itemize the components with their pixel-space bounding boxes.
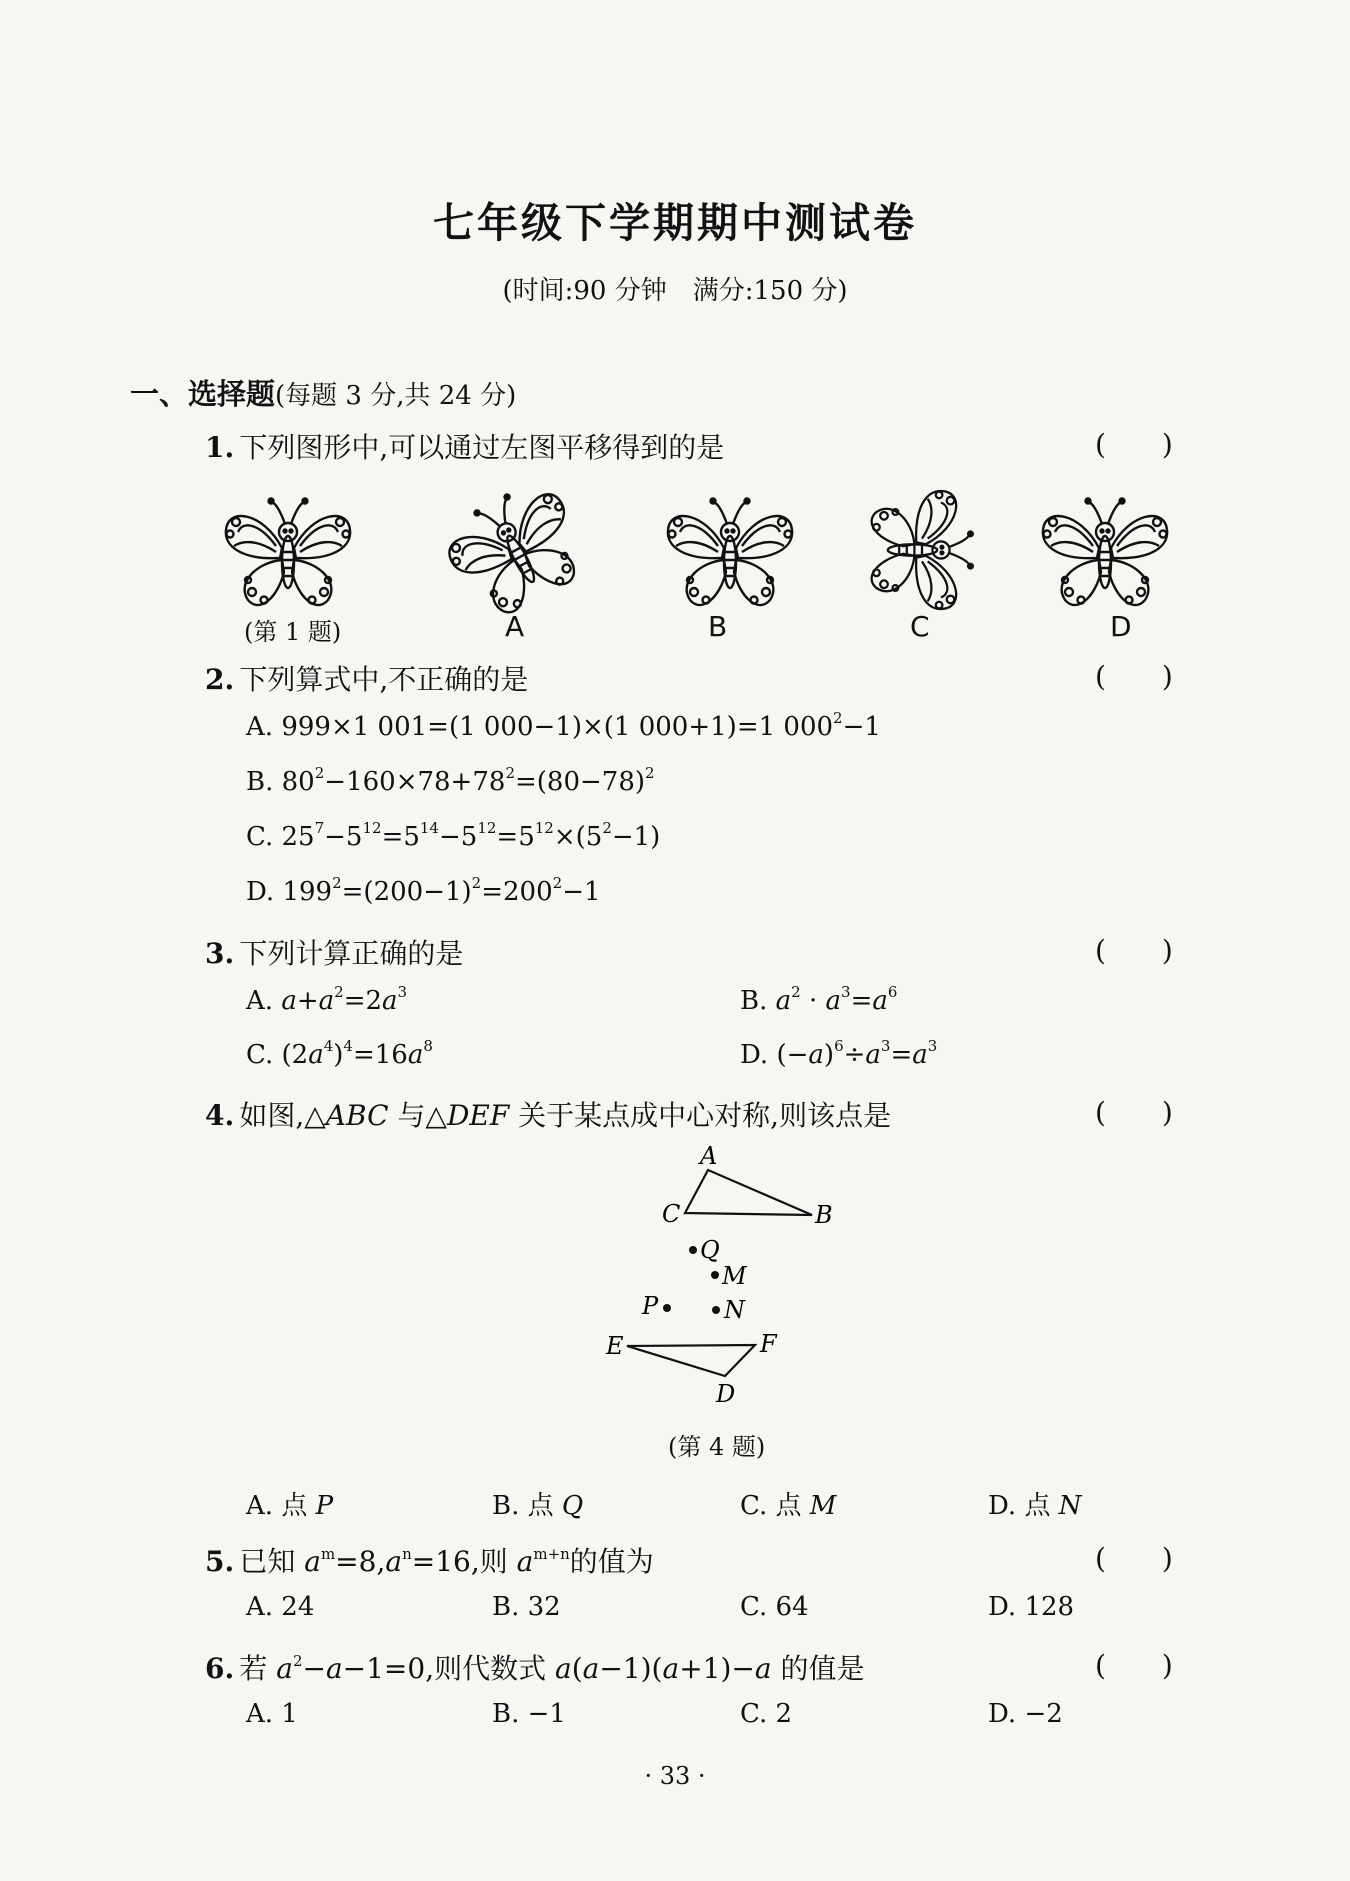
butterfly-option-b (668, 499, 792, 606)
label-c: C (662, 1200, 681, 1228)
question-6: 6. 若 $a^2-a-1=0$,则代数式 a(a−1)(a+1)−a 的值是 (205, 1652, 865, 1685)
question-number: 6. (205, 1652, 235, 1685)
question-4: 4. 如图,△ABC 与△DEF 关于某点成中心对称,则该点是 (205, 1099, 892, 1132)
q4-option-a[interactable]: A. 点 P (246, 1491, 334, 1521)
question-text: 下列图形中,可以通过左图平移得到的是 (239, 431, 725, 464)
q6-option-a[interactable]: A. 1 (246, 1699, 298, 1729)
answer-bracket[interactable]: ( ) (1095, 428, 1173, 461)
label-m: M (722, 1262, 747, 1290)
question-number: 3. (205, 937, 235, 970)
exam-info: (时间:90 分钟 满分:150 分) (502, 276, 848, 306)
q6-option-d[interactable]: D. −2 (988, 1699, 1063, 1729)
q6-option-b[interactable]: B. −1 (492, 1699, 566, 1729)
answer-bracket[interactable]: ( ) (1095, 660, 1173, 693)
question-5: 5. 已知 $a^m=8,a^n=16$,则 $a^{m+n}$的值为 (205, 1545, 654, 1578)
butterfly-option-a (436, 480, 596, 626)
point-q-dot (689, 1246, 697, 1254)
q5-option-c[interactable]: C. 64 (740, 1592, 809, 1622)
question-2 (205, 658, 528, 698)
butterfly-original (226, 499, 350, 606)
section-note: (每题 3 分,共 24 分) (275, 381, 517, 411)
butterfly-option-d (1043, 499, 1167, 606)
q5-option-b[interactable]: B. 32 (492, 1592, 561, 1622)
q4-option-c[interactable]: C. 点 M (740, 1491, 837, 1521)
q3-option-b[interactable]: B. $a^2 \cdot a^3=a^6$ (740, 983, 898, 1016)
question-text: 下列算式中,不正确的是 (239, 663, 529, 696)
q6-option-c[interactable]: C. 2 (740, 1699, 793, 1729)
figure-caption-q4: (第 4 题) (668, 1433, 766, 1461)
question-3 (205, 932, 463, 972)
answer-bracket[interactable]: ( ) (1095, 1542, 1173, 1575)
answer-bracket[interactable]: ( ) (1095, 1649, 1173, 1682)
q2-option-b[interactable]: B. $80^2-160\times 78+78^2=(80-78)^2$ (246, 764, 655, 797)
butterfly-figures (200, 480, 1200, 660)
q3-option-a[interactable]: A. $a+a^2=2a^3$ (246, 983, 408, 1016)
q5-option-a[interactable]: A. 24 (246, 1592, 315, 1622)
butterfly-option-c (872, 491, 973, 609)
q4-option-b[interactable]: B. 点 Q (492, 1491, 584, 1521)
label-p: P (642, 1292, 659, 1320)
triangle-abc (685, 1170, 812, 1215)
question-1 (205, 426, 724, 466)
page-title: 七年级下学期期中测试卷 (433, 199, 917, 247)
point-m-dot (711, 1271, 719, 1279)
q3-option-d[interactable]: D. $(-a)^6\div a^3=a^3$ (740, 1037, 938, 1070)
question-number: 5. (205, 1545, 235, 1578)
question-number: 4. (205, 1099, 235, 1132)
option-label-d[interactable]: D (1110, 610, 1132, 643)
section-header (130, 372, 516, 413)
label-q: Q (700, 1236, 720, 1264)
question-number: 1. (205, 431, 235, 464)
label-n: N (724, 1296, 745, 1324)
label-d: D (716, 1380, 736, 1408)
q4-triangle-figure (590, 1140, 840, 1410)
point-p-dot (663, 1304, 671, 1312)
option-label-a[interactable]: A (505, 610, 525, 643)
answer-bracket[interactable]: ( ) (1095, 934, 1173, 967)
section-label: 一、选择题 (130, 377, 276, 411)
option-label-c[interactable]: C (910, 610, 930, 643)
question-text: 下列计算正确的是 (239, 937, 464, 970)
q2-option-d[interactable]: D. $199^2=(200-1)^2=200^2-1$ (246, 874, 601, 907)
point-n-dot (712, 1306, 720, 1314)
page-number: · 33 · (644, 1762, 706, 1790)
q2-option-c[interactable]: C. $25^7-5^{12}=5^{14}-5^{12}=5^{12}\times(5^2-1)$ (246, 819, 661, 852)
q2-option-a[interactable]: A. 999×1 001=(1 000−1)×(1 000+1)=1 $000^2-1$ (246, 709, 881, 742)
q3-option-c[interactable]: C. $(2a^4)^4=16a^8$ (246, 1037, 433, 1070)
q4-option-d[interactable]: D. 点 N (988, 1491, 1082, 1521)
label-b: B (815, 1201, 833, 1229)
label-f: F (760, 1330, 777, 1358)
label-e: E (606, 1332, 624, 1360)
answer-bracket[interactable]: ( ) (1095, 1096, 1173, 1129)
option-label-b[interactable]: B (708, 610, 728, 643)
question-number: 2. (205, 663, 235, 696)
triangle-def (627, 1345, 755, 1376)
figure-caption-q1: (第 1 题) (244, 618, 342, 646)
q5-option-d[interactable]: D. 128 (988, 1592, 1075, 1622)
label-a: A (700, 1142, 718, 1170)
